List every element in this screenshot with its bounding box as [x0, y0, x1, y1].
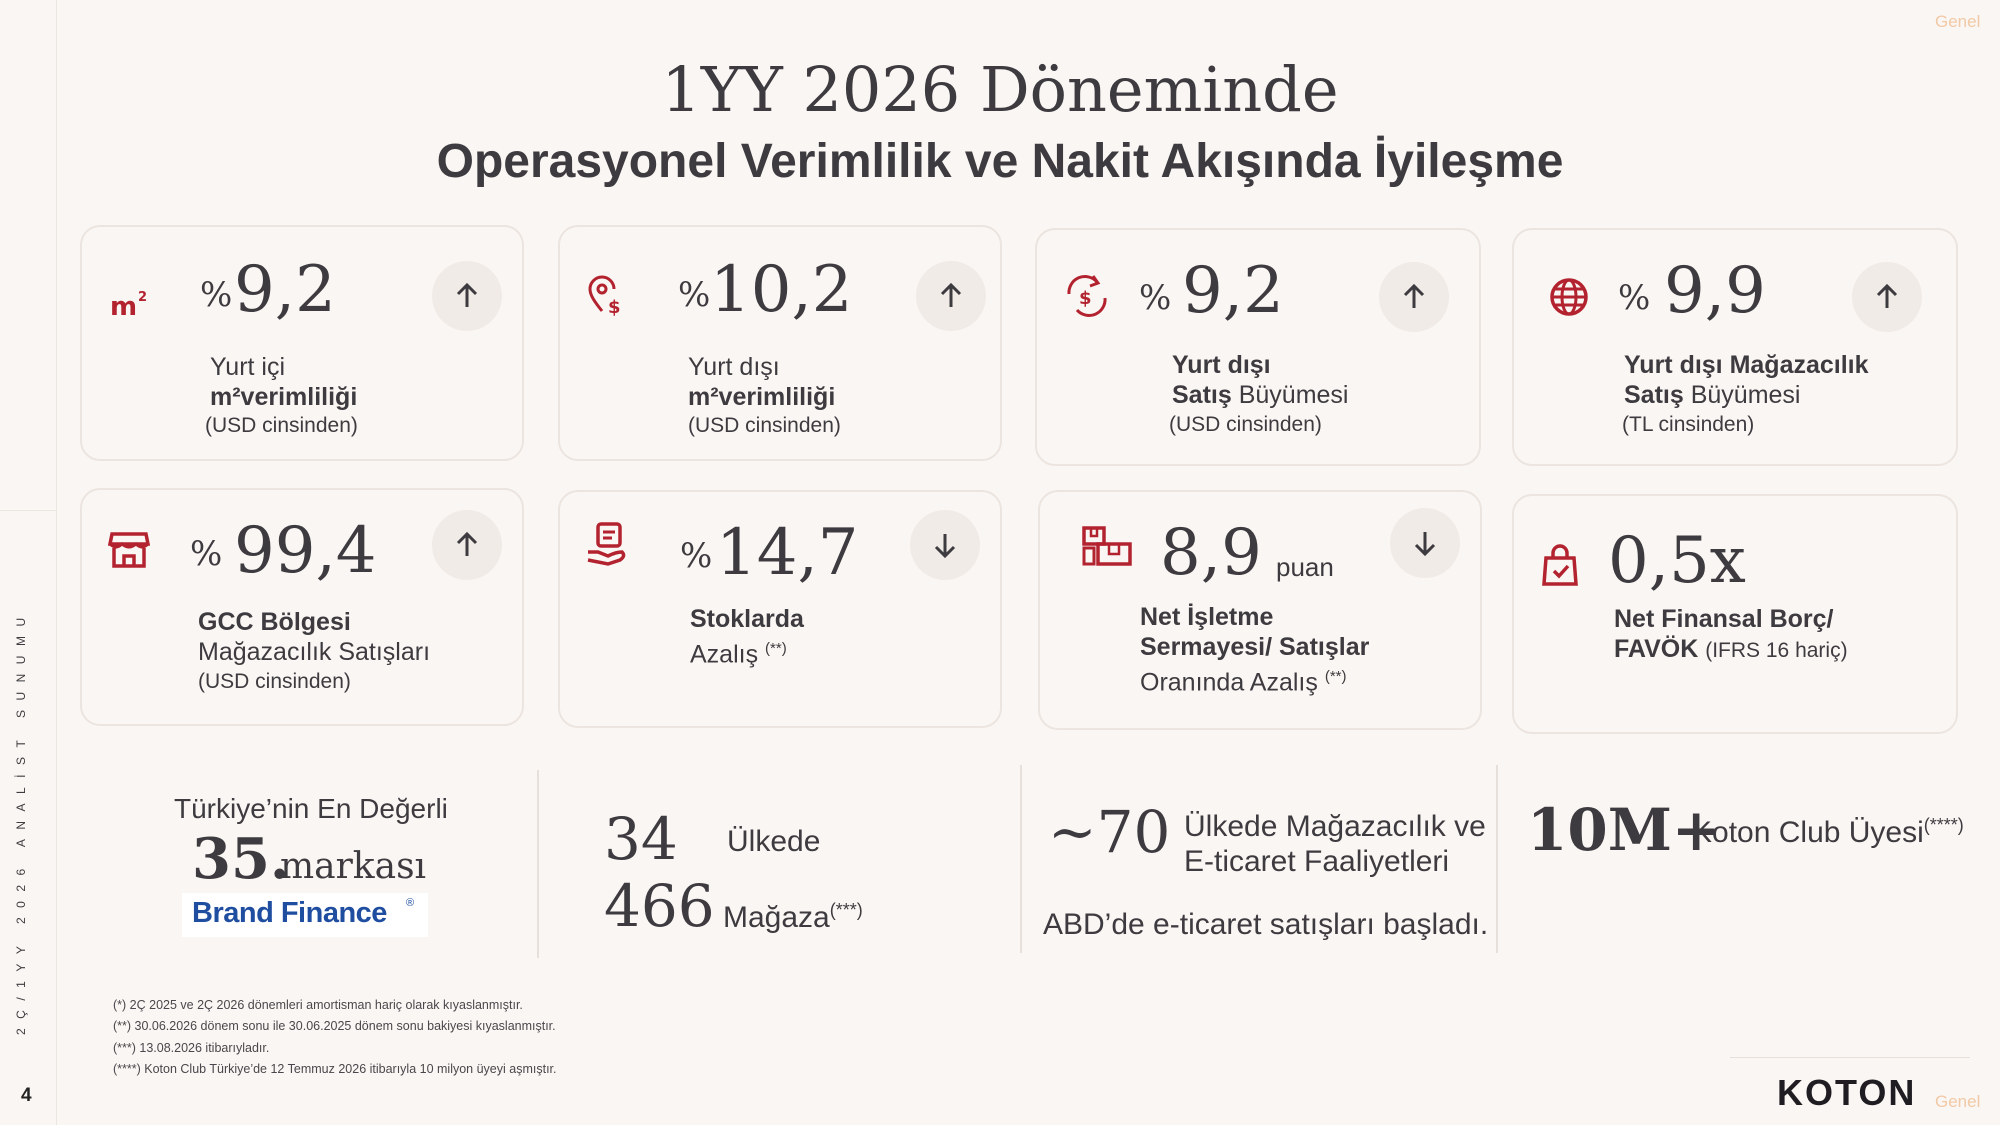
bag-check-icon [1540, 544, 1584, 588]
percent-sign: % [190, 534, 223, 574]
kpi-line-2-rest: Büyümesi [1238, 381, 1349, 409]
kpi-line-3: (USD cinsinden) [198, 670, 351, 693]
brand-finance-logo [182, 893, 428, 937]
koton-club-label-text: Koton Club Üyesi [1692, 816, 1924, 849]
kpi-line-2 [1614, 634, 1848, 666]
kpi-card-working-capital [1038, 490, 1482, 730]
footnote-ref: (***) [829, 900, 863, 920]
kpi-unit: puan [1276, 552, 1334, 582]
percent-sign: % [1618, 278, 1651, 318]
operations-country-count: ~70 [1048, 798, 1171, 866]
us-ecommerce-note: ABD’de e-ticaret satışları başladı. [1043, 908, 1489, 941]
kpi-line-1: Yurt içi [210, 353, 286, 381]
kpi-card-inventory [558, 490, 1002, 728]
kpi-line-2-bold: Satış [1624, 381, 1684, 409]
kpi-line-1: Yurt dışı [1172, 351, 1271, 379]
operations-line-2: E-ticaret Faaliyetleri [1184, 845, 1450, 878]
kpi-line-3: (USD cinsinden) [205, 414, 358, 437]
percent-sign: % [680, 536, 713, 576]
kpi-value: 9,9 [1664, 254, 1766, 328]
store-icon [108, 528, 152, 572]
classification-label-bottom: Genel [1935, 1092, 1981, 1111]
kpi-value: 99,4 [234, 514, 377, 588]
kpi-value: 10,2 [710, 253, 853, 327]
kpi-card-net-debt [1512, 494, 1958, 734]
arrow-down-icon [910, 510, 980, 580]
svg-text:$: $ [1079, 288, 1092, 309]
kpi-line-2 [690, 634, 787, 669]
countries-count: 34 [604, 805, 678, 873]
kpi-card-gcc [80, 488, 524, 726]
sidebar-divider [0, 510, 56, 511]
footnote-ref: (**) [1324, 668, 1347, 685]
kpi-card-abroad-sales-growth [1035, 228, 1481, 466]
arrow-up-icon [432, 261, 502, 331]
footnote-4: (****) Koton Club Türkiye’de 12 Temmuz 2026 itibarıyla 10 milyon üyeyi aşmıştır. [113, 1062, 557, 1076]
kpi-line-3 [1140, 662, 1347, 697]
arrow-up-icon [916, 261, 986, 331]
logo-divider [1730, 1057, 1970, 1058]
kpi-line-2-bold: Satış [1172, 381, 1232, 409]
brand-ranking-caption: Türkiye’nin En Değerli [174, 793, 448, 824]
page-subtitle: Operasyonel Verimlilik ve Nakit Akışında İyileşme [436, 135, 1564, 188]
kpi-line-2: Mağazacılık Satışları [198, 638, 431, 666]
stores-label-text: Mağaza [723, 901, 830, 934]
page-number: 4 [21, 1085, 32, 1106]
koton-logo: KOTON [1777, 1072, 1917, 1113]
operations-line-1: Ülkede Mağazacılık ve [1184, 810, 1486, 843]
countries-label: Ülkede [727, 825, 821, 858]
boxes-icon [1082, 524, 1126, 568]
kpi-line-2: m²verimliliği [688, 383, 836, 411]
footnote-2: (**) 30.06.2026 dönem sonu ile 30.06.2025 dönem sonu bakiyesi kıyaslanmıştır. [113, 1019, 556, 1033]
dollar-arrows-icon [1063, 272, 1107, 316]
kpi-value: 14,7 [716, 516, 859, 590]
kpi-card-abroad-sqm [558, 225, 1002, 461]
location-dollar-icon [586, 273, 630, 317]
kpi-value: 9,2 [1182, 254, 1284, 328]
page-title: 1YY 2026 Döneminde [661, 53, 1339, 126]
kpi-line-1: Yurt dışı [688, 353, 780, 381]
classification-label-top: Genel [1935, 12, 1981, 31]
stores-label [723, 900, 863, 935]
globe-icon [1548, 276, 1592, 320]
kpi-line-1: Yurt dışı Mağazacılık [1624, 351, 1869, 379]
percent-sign: % [678, 275, 711, 315]
percent-sign: % [1139, 278, 1172, 318]
arrow-up-icon [432, 510, 502, 580]
kpi-line-1: Stoklarda [690, 605, 804, 633]
arrow-up-icon [1379, 262, 1449, 332]
kpi-line-1: Net İşletme [1140, 603, 1274, 631]
kpi-line-2: Sermayesi/ Satışlar [1140, 633, 1370, 661]
arrow-down-icon [1390, 508, 1460, 578]
footnote-3: (***) 13.08.2026 itibarıyladır. [113, 1041, 270, 1055]
brand-rank: 35. [192, 826, 290, 892]
kpi-card-abroad-retail-growth [1512, 228, 1958, 466]
kpi-line-3-text: Oranında Azalış [1140, 668, 1318, 697]
m2-icon [108, 281, 152, 325]
percent-sign: % [200, 275, 233, 315]
sidebar-vertical-title: 2Ç/1YY 2026 ANALİST SUNUMU [14, 608, 28, 1035]
divider [1020, 765, 1022, 953]
kpi-line-3: (TL cinsinden) [1622, 413, 1755, 436]
svg-text:$: $ [608, 297, 621, 317]
kpi-line-2 [1624, 380, 1800, 410]
footnote-ref: (**) [765, 640, 787, 657]
svg-text:2: 2 [138, 290, 148, 305]
brand-rank-word: markası [280, 846, 427, 887]
divider [1496, 765, 1498, 953]
koton-club-label [1692, 815, 1964, 850]
kpi-value: 8,9 [1160, 516, 1262, 590]
koton-club-count: 10M+ [1527, 796, 1721, 864]
kpi-line-2-text: Azalış [690, 640, 759, 669]
footnote-ref: (****) [1923, 815, 1964, 835]
stock-hand-icon [586, 522, 630, 566]
stores-count: 466 [604, 872, 715, 940]
kpi-line-2 [1172, 380, 1348, 410]
brand-finance-logo-text: Brand Finance [192, 897, 387, 929]
kpi-line-1: GCC Bölgesi [198, 608, 351, 636]
arrow-up-icon [1852, 262, 1922, 332]
kpi-line-3: (USD cinsinden) [1169, 413, 1322, 436]
kpi-card-domestic-sqm [80, 225, 524, 461]
kpi-line-2: m²verimliliği [210, 383, 358, 411]
svg-text:m: m [110, 292, 138, 322]
kpi-line-2-bold: FAVÖK [1614, 635, 1699, 663]
kpi-value: 0,5x [1608, 524, 1746, 598]
kpi-value: 9,2 [234, 253, 336, 327]
kpi-line-2-note: (IFRS 16 hariç) [1705, 639, 1848, 662]
kpi-line-1: Net Finansal Borç/ [1614, 605, 1834, 633]
brand-finance-registered-mark: ® [406, 897, 415, 909]
kpi-line-2-rest: Büyümesi [1690, 381, 1801, 409]
footnote-1: (*) 2Ç 2025 ve 2Ç 2026 dönemleri amortisman hariç olarak kıyaslanmıştır. [113, 998, 523, 1012]
divider [537, 770, 539, 958]
kpi-line-3: (USD cinsinden) [688, 414, 841, 437]
